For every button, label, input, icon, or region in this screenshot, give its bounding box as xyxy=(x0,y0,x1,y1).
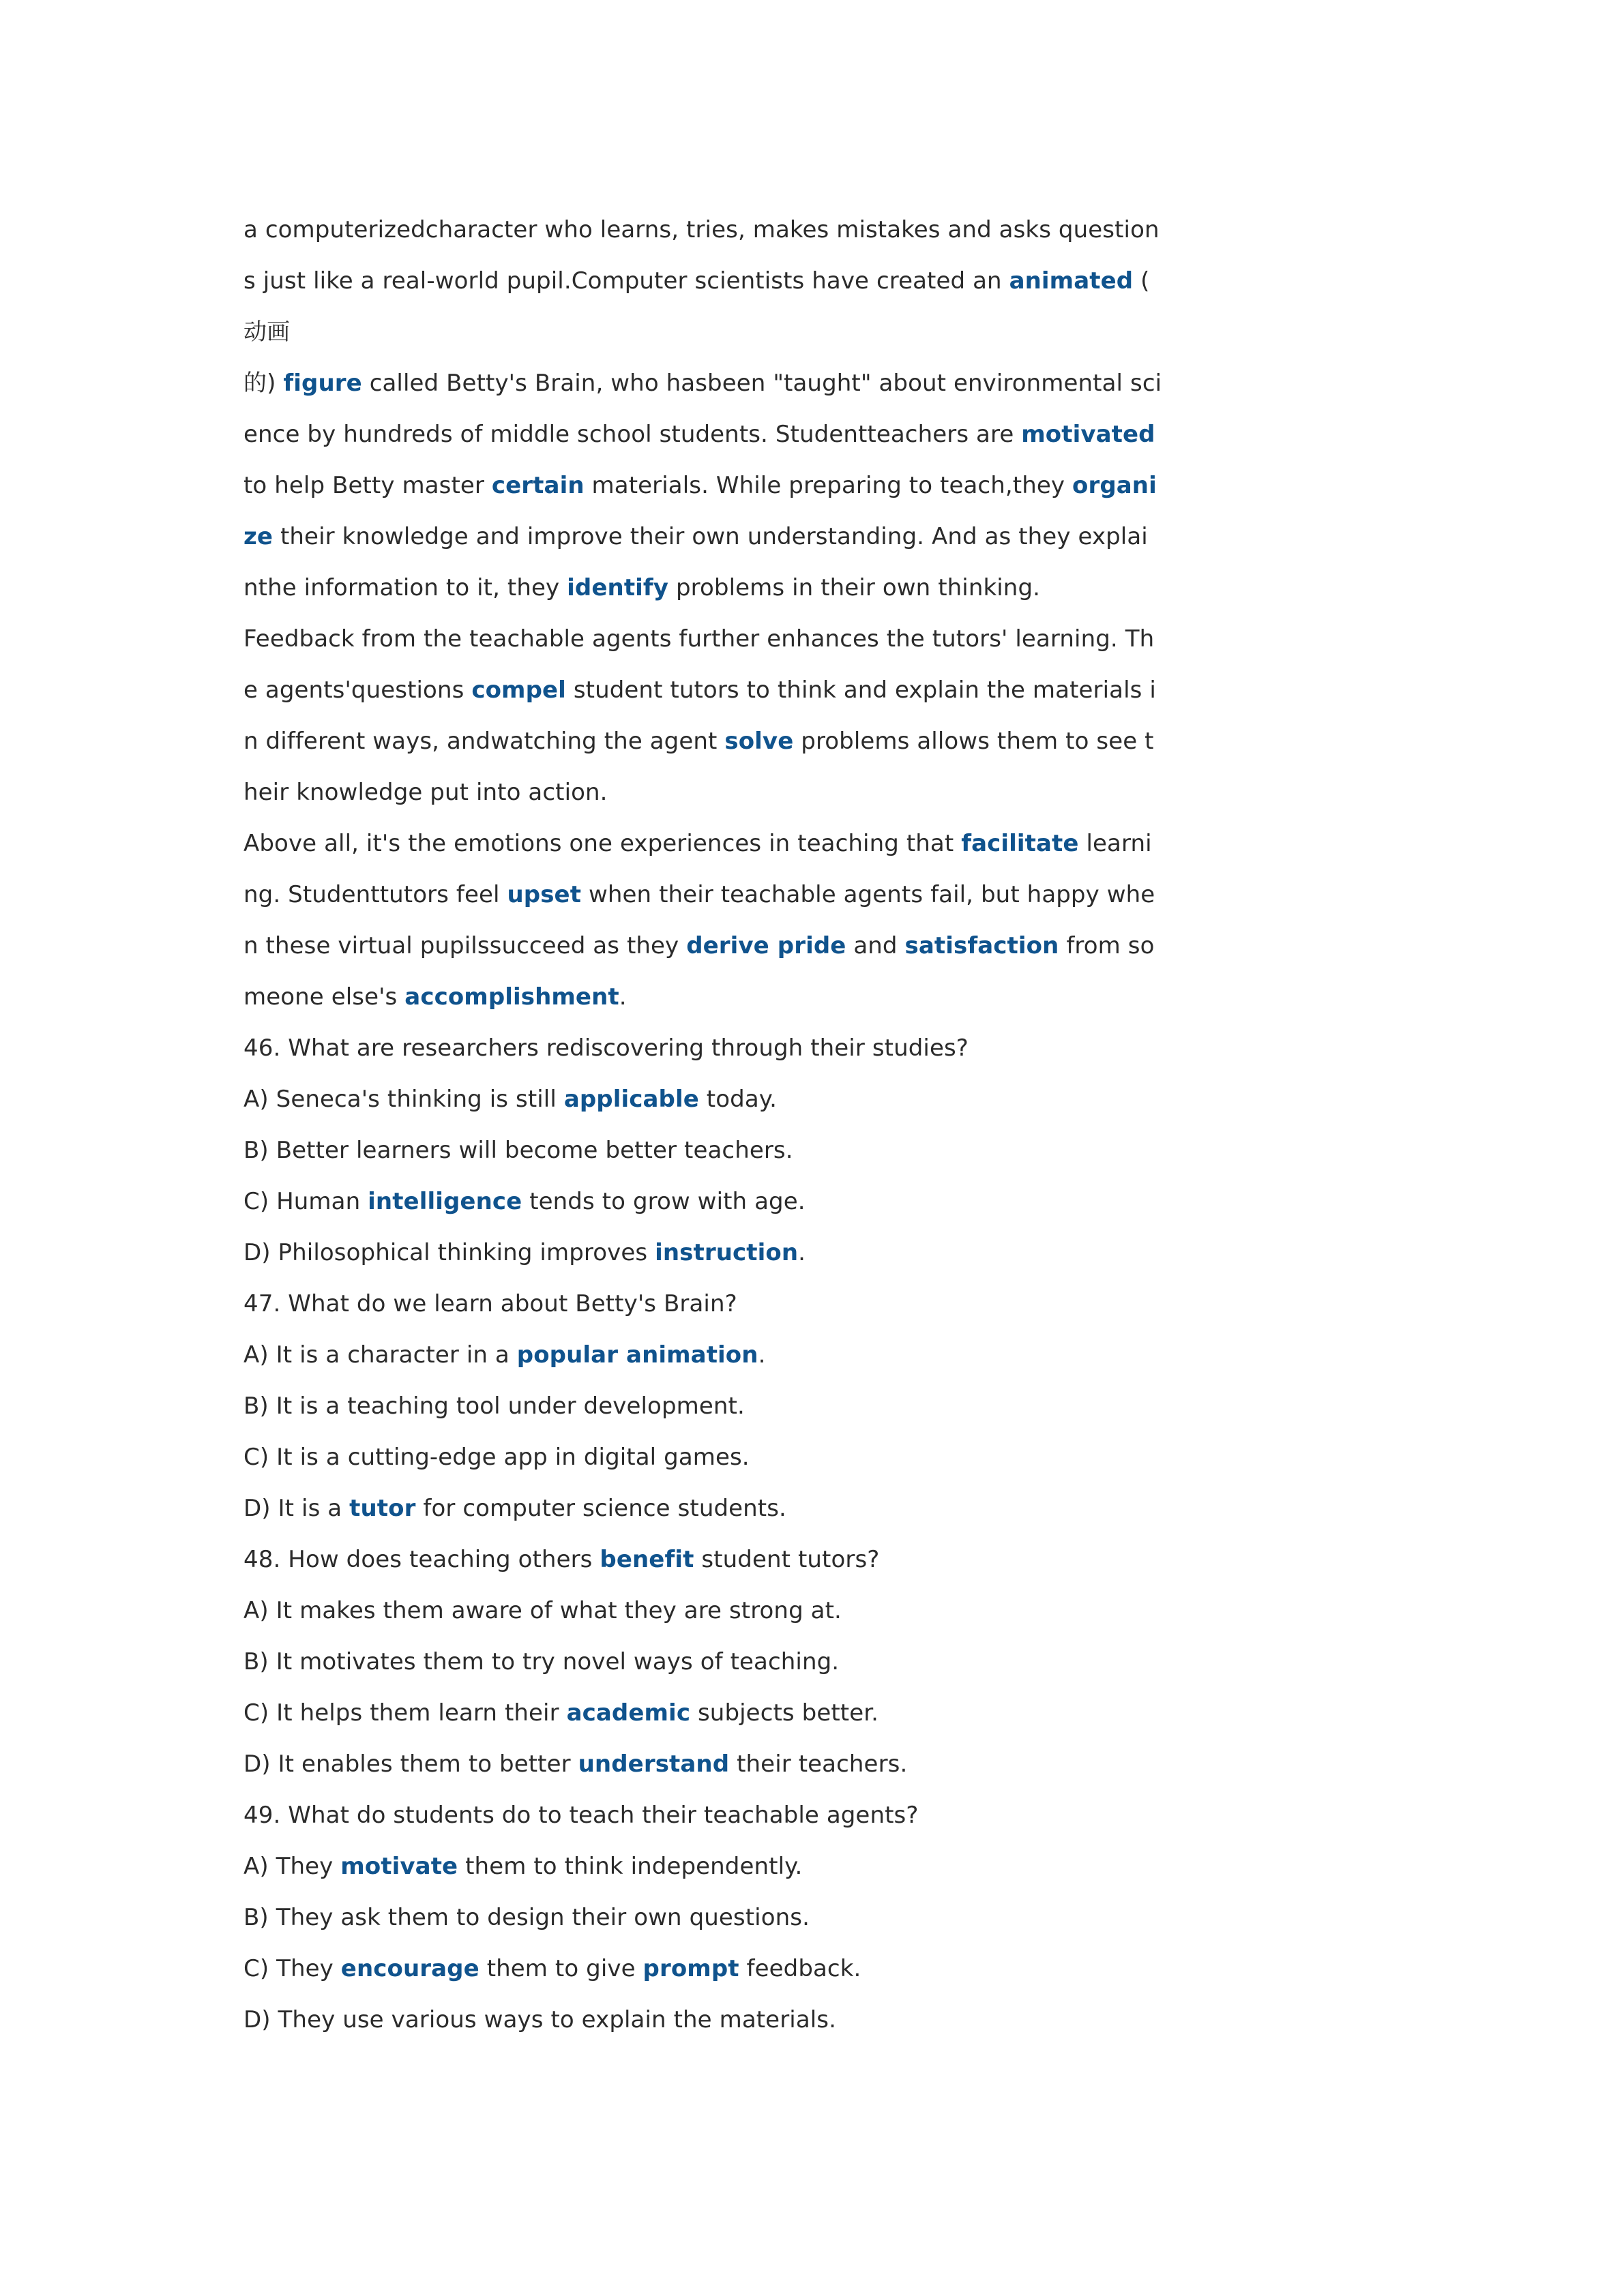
text-run: A) They xyxy=(243,1853,341,1880)
text-run: today. xyxy=(698,1086,778,1113)
text-run: A) It is a character in a xyxy=(243,1341,517,1369)
text-line xyxy=(243,1995,1381,2046)
text-line xyxy=(243,1227,1381,1279)
text-run: their teachers. xyxy=(729,1750,908,1778)
text-line xyxy=(243,921,1381,972)
keyword-highlight: identify xyxy=(567,574,669,601)
text-run: subjects better. xyxy=(690,1699,879,1727)
passage-body xyxy=(243,205,1381,2046)
text-run: 48. How does teaching others xyxy=(243,1546,600,1573)
text-run: nthe information to it, they xyxy=(243,574,567,601)
text-line xyxy=(243,1943,1381,1995)
text-run: B) It is a teaching tool under development. xyxy=(243,1392,745,1420)
text-run: C) It helps them learn their xyxy=(243,1699,567,1727)
text-run: student tutors to think and explain the materials i xyxy=(565,676,1156,704)
text-run: 46. What are researchers rediscovering through their studies? xyxy=(243,1034,969,1062)
text-line xyxy=(243,511,1381,563)
text-run: for computer science students. xyxy=(415,1495,786,1522)
text-run: their knowledge and improve their own understanding. And as they explai xyxy=(273,523,1148,550)
text-line xyxy=(243,818,1381,869)
text-run: 动画 xyxy=(243,318,291,346)
keyword-highlight: encourage xyxy=(340,1955,479,1982)
keyword-highlight: tutor xyxy=(349,1495,416,1522)
keyword-highlight: ze xyxy=(243,523,274,550)
text-line xyxy=(243,1841,1381,1892)
text-run: D) Philosophical thinking improves xyxy=(243,1239,655,1266)
text-run: e agents'questions xyxy=(243,676,472,704)
text-run: when their teachable agents fail, but happy whe xyxy=(581,881,1155,908)
text-line xyxy=(243,1432,1381,1483)
text-line xyxy=(243,1023,1381,1074)
text-run: heir knowledge put into action. xyxy=(243,779,608,806)
text-line xyxy=(243,460,1381,511)
text-run: feedback. xyxy=(739,1955,861,1982)
text-run: student tutors? xyxy=(694,1546,880,1573)
text-run: . xyxy=(758,1341,766,1369)
text-line xyxy=(243,869,1381,921)
text-line xyxy=(243,205,1381,256)
text-line xyxy=(243,1125,1381,1176)
text-run: materials. While preparing to teach,they xyxy=(584,472,1072,499)
text-run: 47. What do we learn about Betty's Brain? xyxy=(243,1290,737,1317)
text-line xyxy=(243,1176,1381,1227)
text-run: called Betty's Brain, who hasbeen "taught" about environmental sci xyxy=(361,370,1162,397)
text-run: from so xyxy=(1059,932,1155,959)
keyword-highlight: motivated xyxy=(1021,421,1155,448)
text-run: C) It is a cutting-edge app in digital games. xyxy=(243,1444,750,1471)
text-line xyxy=(243,1381,1381,1432)
text-run: D) It is a xyxy=(243,1495,350,1522)
text-run: B) They ask them to design their own questions. xyxy=(243,1904,810,1931)
text-line xyxy=(243,1790,1381,1841)
keyword-highlight: intelligence xyxy=(368,1188,522,1215)
keyword-highlight: organi xyxy=(1072,472,1157,499)
keyword-highlight: derive pride xyxy=(686,932,846,959)
keyword-highlight: upset xyxy=(507,881,582,908)
keyword-highlight: popular animation xyxy=(516,1341,758,1369)
text-run: B) Better learners will become better teachers. xyxy=(243,1137,793,1164)
text-run: and xyxy=(846,932,905,959)
text-run: n these virtual pupilssucceed as they xyxy=(243,932,687,959)
text-run: to help Betty master xyxy=(243,472,492,499)
text-line xyxy=(243,563,1381,614)
text-run: . xyxy=(798,1239,806,1266)
text-line xyxy=(243,1892,1381,1943)
text-run: C) Human xyxy=(243,1188,368,1215)
keyword-highlight: academic xyxy=(566,1699,691,1727)
text-run: C) They xyxy=(243,1955,341,1982)
text-run: tends to grow with age. xyxy=(522,1188,806,1215)
text-run: ence by hundreds of middle school students. Studentteachers are xyxy=(243,421,1022,448)
text-run: A) Seneca's thinking is still xyxy=(243,1086,564,1113)
text-run: Above all, it's the emotions one experiences in teaching that xyxy=(243,830,962,857)
text-line xyxy=(243,665,1381,716)
keyword-highlight: animated xyxy=(1009,267,1134,295)
text-run: . xyxy=(619,983,627,1011)
text-run: s just like a real-world pupil.Computer scientists have created an xyxy=(243,267,1009,295)
keyword-highlight: applicable xyxy=(563,1086,699,1113)
text-run: 的) xyxy=(243,370,284,397)
text-line xyxy=(243,1074,1381,1125)
text-line xyxy=(243,1279,1381,1330)
text-line xyxy=(243,256,1381,307)
text-run: 49. What do students do to teach their teachable agents? xyxy=(243,1802,919,1829)
text-run: problems in their own thinking. xyxy=(668,574,1041,601)
text-line xyxy=(243,1534,1381,1585)
text-line xyxy=(243,1637,1381,1688)
keyword-highlight: understand xyxy=(578,1750,730,1778)
text-run: Feedback from the teachable agents further enhances the tutors' learning. Th xyxy=(243,625,1155,653)
text-line xyxy=(243,614,1381,665)
keyword-highlight: accomplishment xyxy=(404,983,619,1011)
text-line xyxy=(243,972,1381,1023)
keyword-highlight: satisfaction xyxy=(904,932,1059,959)
keyword-highlight: compel xyxy=(471,676,566,704)
keyword-highlight: benefit xyxy=(600,1546,694,1573)
text-run: ng. Studenttutors feel xyxy=(243,881,507,908)
text-run: D) They use various ways to explain the materials. xyxy=(243,2006,837,2033)
keyword-highlight: prompt xyxy=(643,1955,739,1982)
keyword-highlight: facilitate xyxy=(961,830,1079,857)
keyword-highlight: motivate xyxy=(340,1853,458,1880)
text-line xyxy=(243,1483,1381,1534)
text-run: meone else's xyxy=(243,983,405,1011)
text-line xyxy=(243,716,1381,767)
text-line xyxy=(243,1585,1381,1637)
text-run: problems allows them to see t xyxy=(793,728,1154,755)
text-run: ( xyxy=(1133,267,1150,295)
keyword-highlight: solve xyxy=(724,728,794,755)
text-line xyxy=(243,307,1381,358)
text-line xyxy=(243,1688,1381,1739)
text-line xyxy=(243,1739,1381,1790)
keyword-highlight: figure xyxy=(283,370,362,397)
text-run: them to give xyxy=(479,1955,643,1982)
text-line xyxy=(243,409,1381,460)
text-run: B) It motivates them to try novel ways of teaching. xyxy=(243,1648,840,1675)
keyword-highlight: certain xyxy=(491,472,585,499)
text-line xyxy=(243,1330,1381,1381)
text-line xyxy=(243,358,1381,409)
text-run: them to think independently. xyxy=(458,1853,803,1880)
keyword-highlight: instruction xyxy=(655,1239,799,1266)
text-run: A) It makes them aware of what they are strong at. xyxy=(243,1597,842,1624)
text-run: learni xyxy=(1078,830,1152,857)
text-run: D) It enables them to better xyxy=(243,1750,578,1778)
text-line xyxy=(243,767,1381,818)
text-run: n different ways, andwatching the agent xyxy=(243,728,725,755)
text-run: a computerizedcharacter who learns, tries, makes mistakes and asks question xyxy=(243,216,1160,243)
